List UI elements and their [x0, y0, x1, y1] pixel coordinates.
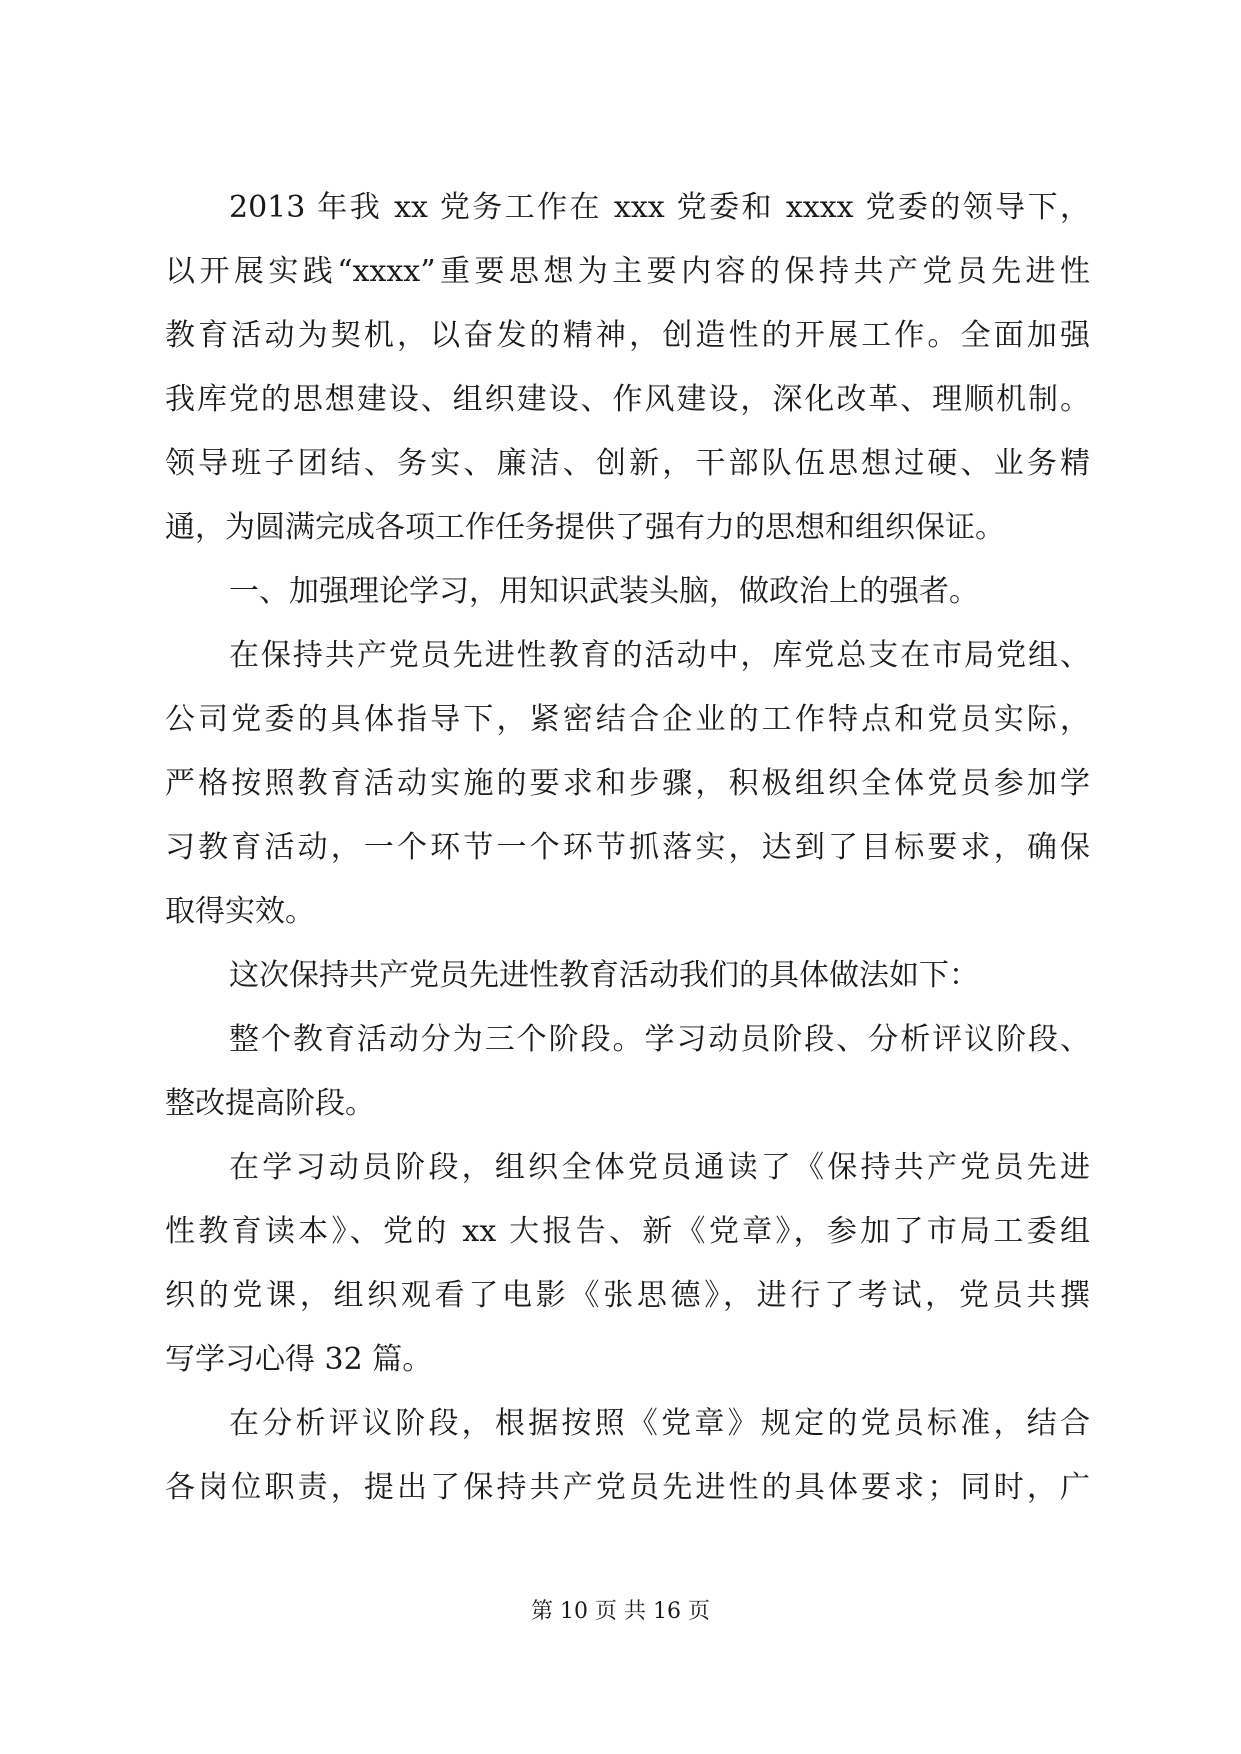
text-line: 在保持共产党员先进性教育的活动中，库党总支在市局党组、 [229, 638, 1090, 673]
text-line: 我库党的思想建设、组织建设、作风建设，深化改革、理顺机制。 [165, 382, 1090, 417]
document-body [165, 176, 1090, 1520]
text-line: 这次保持共产党员先进性教育活动我们的具体做法如下： [229, 958, 979, 993]
text-line: 习教育活动，一个环节一个环节抓落实，达到了目标要求，确保 [165, 830, 1090, 865]
text-line: 教育活动为契机，以奋发的精神，创造性的开展工作。全面加强 [165, 318, 1090, 353]
text-line: 整改提高阶段。 [165, 1086, 375, 1121]
text-line: 取得实效。 [165, 894, 315, 929]
text-line: 公司党委的具体指导下，紧密结合企业的工作特点和党员实际， [165, 702, 1090, 737]
text-line: 整个教育活动分为三个阶段。学习动员阶段、分析评议阶段、 [229, 1022, 1090, 1057]
text-line: 各岗位职责，提出了保持共产党员先进性的具体要求；同时，广 [165, 1470, 1090, 1505]
text-line: 一、加强理论学习，用知识武装头脑，做政治上的强者。 [229, 574, 979, 609]
page-footer: 第 10 页 共 16 页 [531, 1599, 710, 1624]
text-line: 通，为圆满完成各项工作任务提供了强有力的思想和组织保证。 [165, 510, 1005, 545]
text-line: 严格按照教育活动实施的要求和步骤，积极组织全体党员参加学 [165, 766, 1090, 801]
text-line: 领导班子团结、务实、廉洁、创新，干部队伍思想过硬、业务精 [165, 446, 1090, 481]
text-line: 写学习心得 32 篇。 [165, 1342, 433, 1377]
text-line: 性教育读本》、党的 xx 大报告、新《党章》，参加了市局工委组 [165, 1214, 1090, 1249]
text-line: 2013 年我 xx 党务工作在 xxx 党委和 xxxx 党委的领导下， [229, 190, 1090, 225]
text-line: 织的党课，组织观看了电影《张思德》，进行了考试，党员共撰 [165, 1278, 1090, 1313]
text-line: 以开展实践“xxxx”重要思想为主要内容的保持共产党员先进性 [165, 254, 1090, 289]
text-line: 在学习动员阶段，组织全体党员通读了《保持共产党员先进 [229, 1150, 1090, 1185]
text-line: 在分析评议阶段，根据按照《党章》规定的党员标准，结合 [229, 1406, 1090, 1441]
